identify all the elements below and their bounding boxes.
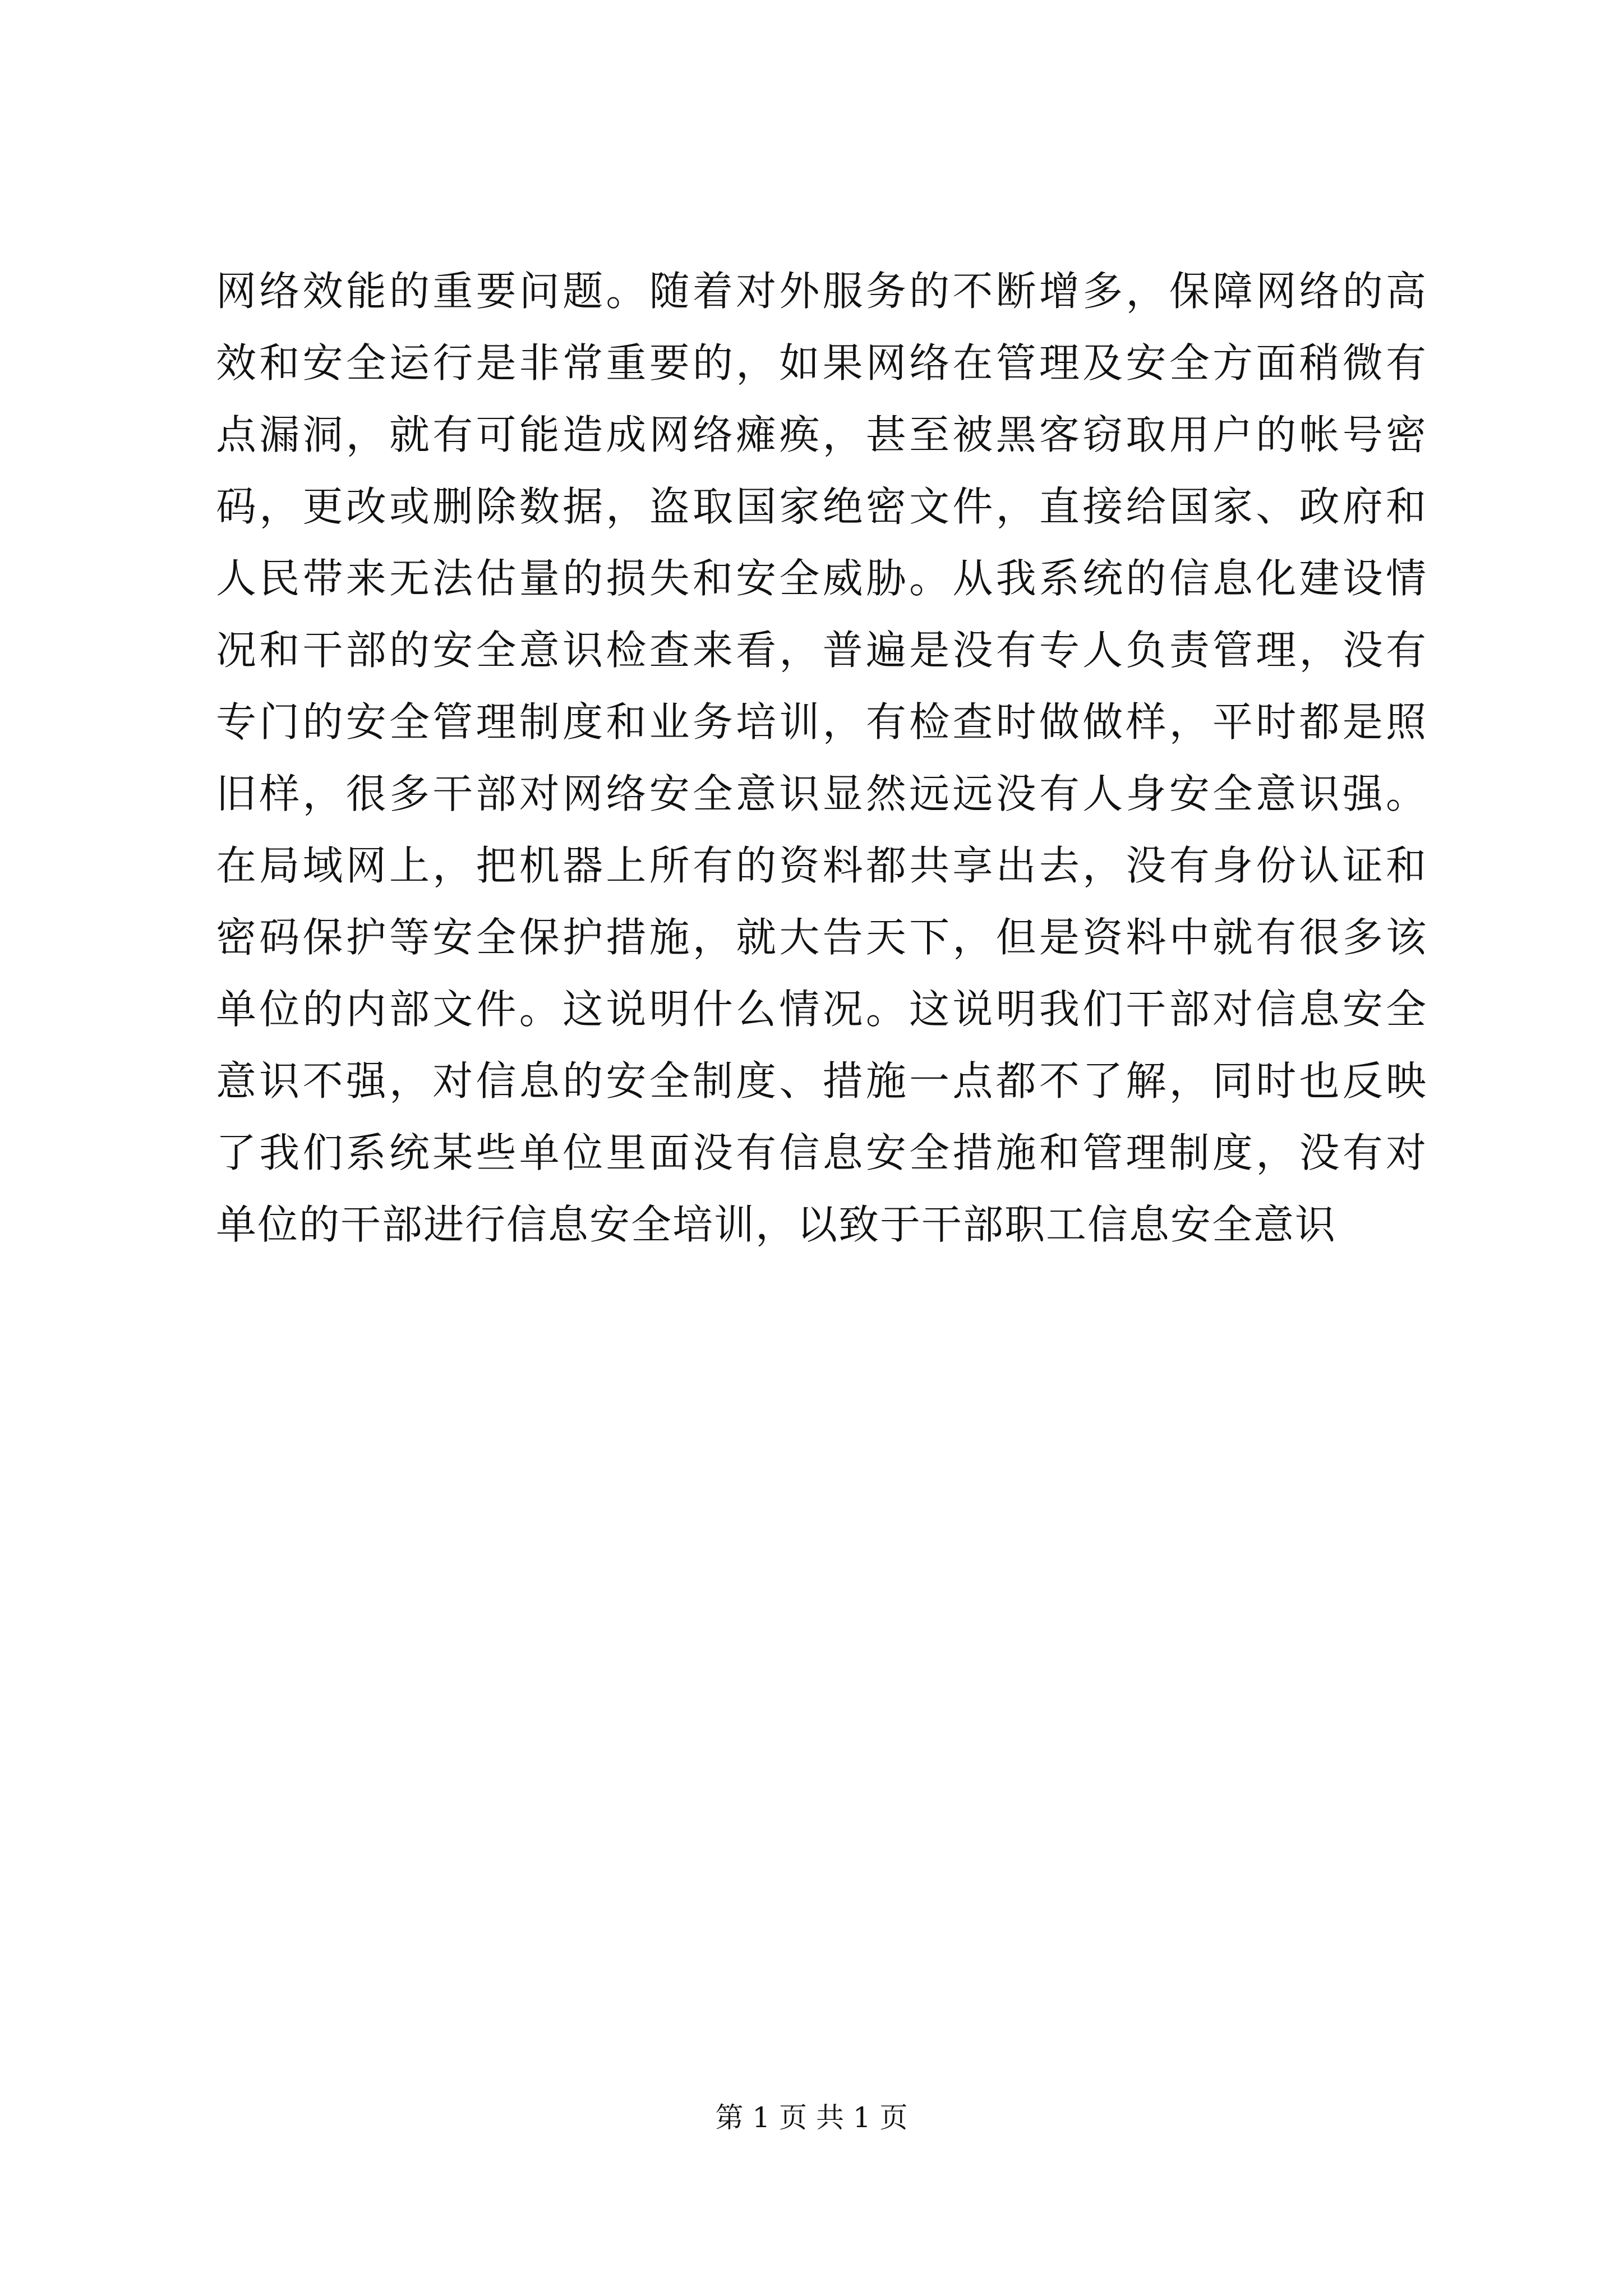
text-line: 单位的内部文件。这说明什么情况。这说明我们干部对信息安全 <box>216 986 1427 1033</box>
text-line: 了我们系统某些单位里面没有信息安全措施和管理制度，没有对 <box>216 1129 1427 1176</box>
text-line: 效和安全运行是非常重要的，如果网络在管理及安全方面稍微有 <box>216 339 1427 386</box>
text-line: 网络效能的重要问题。随着对外服务的不断增多，保障网络的高 <box>216 268 1427 315</box>
text-line: 人民带来无法估量的损失和安全威胁。从我系统的信息化建设情 <box>216 555 1427 602</box>
text-line: 况和干部的安全意识检查来看，普遍是没有专人负责管理，没有 <box>216 627 1427 674</box>
text-line: 在局域网上，把机器上所有的资料都共享出去，没有身份认证和 <box>216 842 1427 889</box>
text-line: 码，更改或删除数据，盗取国家绝密文件，直接给国家、政府和 <box>216 483 1427 530</box>
text-line: 单位的干部进行信息安全培训，以致于干部职工信息安全意识 <box>216 1201 1337 1248</box>
page-footer <box>0 2098 1623 2137</box>
body-text <box>216 255 1427 1260</box>
text-line: 点漏洞，就有可能造成网络瘫痪，甚至被黑客窃取用户的帐号密 <box>216 411 1427 458</box>
text-line: 密码保护等安全保护措施，就大告天下，但是资料中就有很多该 <box>216 914 1427 961</box>
text-line: 专门的安全管理制度和业务培训，有检查时做做样，平时都是照 <box>216 698 1427 746</box>
text-line: 意识不强，对信息的安全制度、措施一点都不了解，同时也反映 <box>216 1057 1427 1105</box>
text-line: 旧样，很多干部对网络安全意识显然远远没有人身安全意识强。 <box>216 770 1427 817</box>
page-number: 第 1 页 共 1 页 <box>715 2101 908 2134</box>
